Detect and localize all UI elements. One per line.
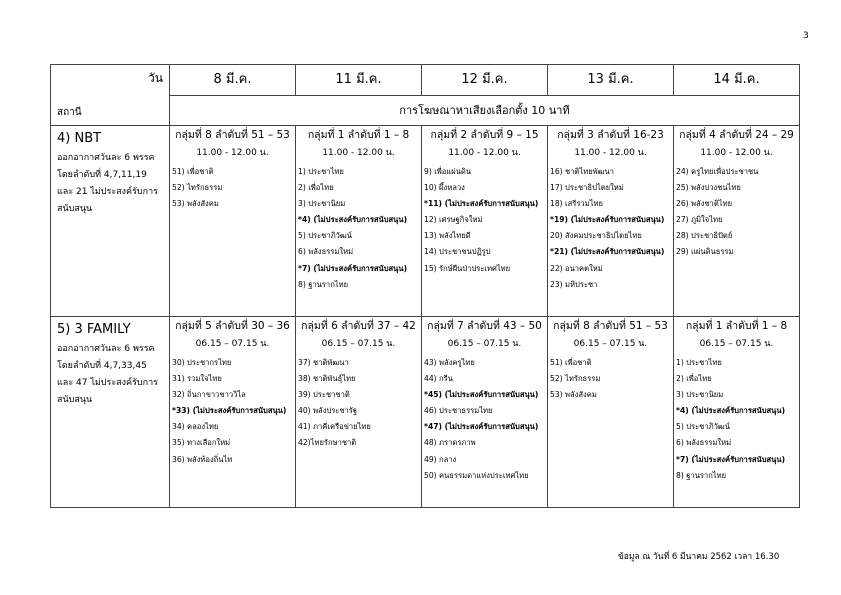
party-list-item: 2) เพื่อไทย (676, 374, 712, 384)
party-list-item: 24) ครูไทยเพื่อประชาชน (676, 167, 759, 176)
party-list-item: 20) สังคมประชาธิปไตยไทย (550, 231, 642, 241)
party-list-item: 28) ประชาธิปัตย์ (676, 231, 733, 241)
party-list-item: 2) เพื่อไทย (298, 183, 334, 193)
schedule-slot (170, 126, 296, 317)
party-list-item: *33) (ไม่ประสงค์รับการสนับสนุน) (172, 406, 287, 416)
station-name: 5) 3 FAMILY (57, 322, 131, 337)
broadcast-time: 11.00 - 12.00 น. (574, 148, 647, 158)
group-title: กลุ่มที่ 8 ลำดับที่ 51 – 53 (553, 320, 668, 332)
party-list-item: 26) พลังชาติไทย (676, 199, 733, 209)
group-title: กลุ่มที่ 8 ลำดับที่ 51 – 53 (175, 129, 290, 141)
party-list-item: *19) (ไม่ประสงค์รับการสนับสนุน) (550, 215, 665, 225)
party-list-item: 25) พลังปวงชนไทย (676, 183, 741, 193)
party-list-item: 6) พลังธรรมใหม่ (298, 247, 354, 257)
broadcast-time: 06.15 – 07.15 น. (195, 339, 270, 349)
group-title: กลุ่มที่ 6 ลำดับที่ 37 – 42 (301, 320, 416, 332)
party-list-item: 46) ประชาธรรมไทย (424, 406, 493, 416)
party-list-item: 51) เพื่อชาติ (550, 358, 592, 367)
header-corner-cell (51, 65, 170, 126)
party-list-item: 38) ชาติพันธุ์ไทย (298, 374, 356, 384)
station-name: 4) NBT (57, 131, 102, 146)
day-label: วัน (148, 71, 163, 85)
party-list-item: 13) พลังไทยดี (424, 231, 471, 241)
schedule-slot (170, 317, 296, 508)
schedule-slot (422, 126, 548, 317)
party-list-item: 42)ไทยรักษาชาติ (298, 438, 357, 448)
schedule-slot (674, 126, 800, 317)
date-header: 14 มี.ค. (674, 65, 800, 96)
group-title: กลุ่มที่ 7 ลำดับที่ 43 – 50 (427, 320, 542, 332)
party-list-item: 1) ประชาไทย (298, 167, 344, 176)
party-list-item: 22) อนาคตใหม่ (550, 263, 603, 273)
party-list-item: 36) พลังท้องถิ่นไท (172, 454, 233, 464)
broadcast-time: 11.00 - 12.00 น. (322, 148, 395, 158)
page-number: 3 (803, 31, 809, 41)
party-list-item: 50) คนธรรมดาแห่งประเทศไทย (424, 470, 529, 480)
party-list-item: 29) แผ่นดินธรรม (676, 247, 734, 257)
party-list-item: 49) กลาง (424, 454, 457, 464)
party-list-item: 9) เพื่อแผ่นดิน (424, 167, 472, 176)
campaign-title: การโฆษณาหาเสียงเลือกตั้ง 10 นาที (170, 96, 800, 126)
schedule-slot (548, 317, 674, 508)
party-list-item: 10) ผึ้งหลวง (424, 183, 465, 193)
party-list-item: 53) พลังสังคม (172, 199, 219, 209)
party-list-item: 5) ประชาภิวัฒน์ (676, 422, 730, 432)
station-row (51, 317, 800, 508)
party-list-item: 35) ทางเลือกใหม่ (172, 438, 231, 448)
station-label: สถานี (57, 107, 82, 118)
party-list-item: *4) (ไม่ประสงค์รับการสนับสนุน) (298, 215, 408, 225)
broadcast-time: 06.15 – 07.15 น. (699, 339, 774, 349)
date-header: 8 มี.ค. (170, 65, 296, 96)
party-list-item: 15) รักษ์ผืนป่าประเทศไทย (424, 263, 511, 273)
party-list-item: 27) ภูมิใจไทย (676, 215, 723, 225)
schedule-slot (296, 317, 422, 508)
party-list-item: 14) ประชาชนปฏิรูป (424, 247, 491, 257)
party-list-item: 39) ประชาชาติ (298, 390, 350, 400)
group-title: กลุ่มที่ 2 ลำดับที่ 9 – 15 (430, 129, 539, 141)
group-title: กลุ่มที่ 4 ลำดับที่ 24 – 29 (679, 129, 794, 141)
party-list-item: 41) ภาคีเครือข่ายไทย (298, 422, 371, 432)
broadcast-time: 11.00 - 12.00 น. (700, 148, 773, 158)
station-note: ออกอากาศวันละ 6 พรรค โดยลำดับที่ 4,7,11,19 และ 21 ไม่ประสงค์รับการสนับสนุน (57, 153, 158, 214)
data-timestamp-note: ข้อมูล ณ วันที่ 6 มีนาคม 2562 เวลา 16.30 (618, 552, 780, 562)
party-list-item: 8) ฐานรากไทย (676, 470, 727, 480)
group-title: กลุ่มที่ 1 ลำดับที่ 1 – 8 (685, 320, 788, 332)
station-row (51, 126, 800, 317)
station-cell (51, 317, 170, 508)
party-list-item: 12) เศรษฐกิจใหม่ (424, 215, 483, 225)
party-list-item: *4) (ไม่ประสงค์รับการสนับสนุน) (676, 406, 786, 416)
broadcast-time: 06.15 – 07.15 น. (447, 339, 522, 349)
party-list-item: 17) ประชาธิปไตยใหม่ (550, 183, 624, 193)
party-list-item: *7) (ไม่ประสงค์รับการสนับสนุน) (676, 454, 786, 464)
party-list-item: 43) พลังครูไทย (424, 358, 475, 367)
party-list-item: *47) (ไม่ประสงค์รับการสนับสนุน) (424, 422, 539, 432)
date-header: 11 มี.ค. (296, 65, 422, 96)
schedule-slot (674, 317, 800, 508)
party-list-item: 23) มหิประชา (550, 279, 598, 289)
party-list-item: 51) เพื่อชาติ (172, 167, 214, 176)
schedule-slot (548, 126, 674, 317)
date-header: 13 มี.ค. (548, 65, 674, 96)
party-list-item: 34) คลองไทย (172, 422, 219, 432)
party-list-item: 44) กรีน (424, 374, 453, 384)
station-note: ออกอากาศวันละ 6 พรรค โดยลำดับที่ 4,7,33,45 และ 47 ไม่ประสงค์รับการสนับสนุน (57, 344, 158, 405)
broadcast-time: 11.00 - 12.00 น. (448, 148, 521, 158)
schedule-slot (296, 126, 422, 317)
broadcast-time: 06.15 – 07.15 น. (573, 339, 648, 349)
party-list-item: 16) ชาติไทยพัฒนา (550, 167, 614, 176)
broadcast-time: 11.00 - 12.00 น. (196, 148, 269, 158)
party-list-item: *21) (ไม่ประสงค์รับการสนับสนุน) (550, 247, 665, 257)
party-list-item: *11) (ไม่ประสงค์รับการสนับสนุน) (424, 199, 539, 209)
party-list-item: 3) ประชานิยม (676, 390, 724, 400)
station-cell (51, 126, 170, 317)
party-list-item: 32) ถิ่นกาขาวชาววิไล (172, 390, 246, 400)
party-list-item: 40) พลังประชารัฐ (298, 406, 358, 416)
party-list-item: 1) ประชาไทย (676, 358, 722, 367)
party-list-item: *7) (ไม่ประสงค์รับการสนับสนุน) (298, 263, 408, 273)
broadcast-time: 06.15 – 07.15 น. (321, 339, 396, 349)
party-list-item: *45) (ไม่ประสงค์รับการสนับสนุน) (424, 390, 539, 400)
party-list-item: 37) ชาติพัฒนา (298, 358, 349, 367)
party-list-item: 8) ฐานรากไทย (298, 279, 349, 289)
group-title: กลุ่มที่ 3 ลำดับที่ 16-23 (557, 129, 664, 141)
schedule-slot (422, 317, 548, 508)
party-list-item: 52) ไทรักธรรม (172, 183, 223, 193)
party-list-item: 6) พลังธรรมใหม่ (676, 438, 732, 448)
party-list-item: 30) ประชากรไทย (172, 358, 232, 367)
party-list-item: 31) รวมใจไทย (172, 374, 222, 384)
group-title: กลุ่มที่ 5 ลำดับที่ 30 – 36 (175, 320, 290, 332)
party-list-item: 5) ประชาภิวัฒน์ (298, 231, 352, 241)
schedule-table (50, 64, 800, 508)
party-list-item: 3) ประชานิยม (298, 199, 346, 209)
party-list-item: 18) เสรีรวมไทย (550, 199, 603, 209)
party-list-item: 48) ภราดรภาพ (424, 438, 476, 448)
party-list-item: 52) ไทรักธรรม (550, 374, 601, 384)
party-list-item: 53) พลังสังคม (550, 390, 597, 400)
date-header: 12 มี.ค. (422, 65, 548, 96)
group-title: กลุ่มที่ 1 ลำดับที่ 1 – 8 (307, 129, 410, 141)
